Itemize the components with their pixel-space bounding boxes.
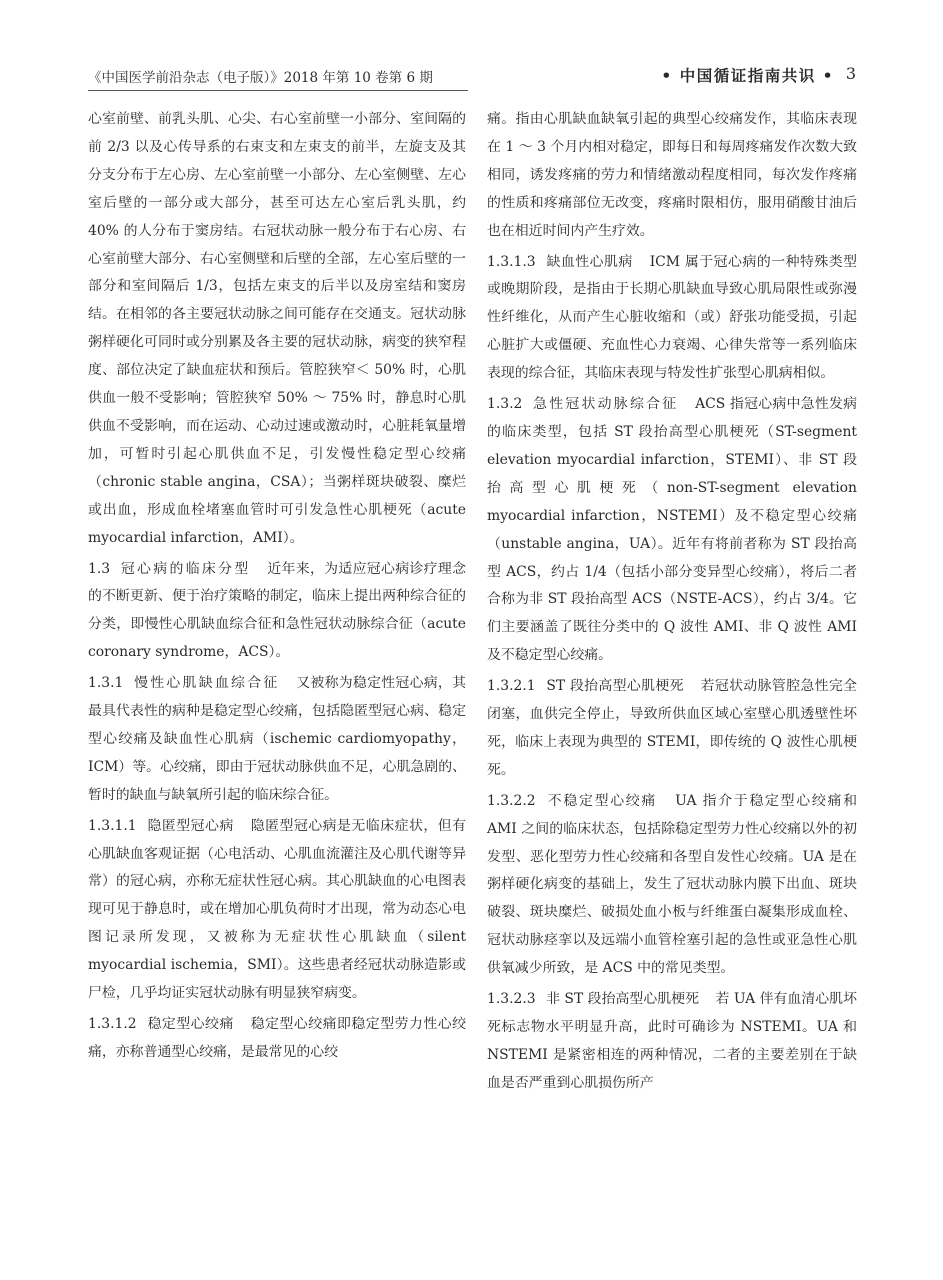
section-1-3-1-2 [88, 1011, 466, 1067]
page-header [88, 62, 856, 92]
section-number: 1.3.2.3 [487, 991, 536, 1008]
page-number: 3 [845, 64, 856, 83]
section-body: ICM 属于冠心病的一种特殊类型或晚期阶段，是指由于长期心肌缺血导致心肌局限性或弥漫性纤维化，从而产生心脏收缩和（或）舒张功能受损，引起心脏扩大或僵硬、充血性心力衰竭、心律失常等一系列临床表现的综合征，其临床表现与特发性扩张型心肌病相似。 [487, 253, 857, 382]
section-number: 1.3.2 [487, 396, 523, 413]
section-body: UA 指介于稳定型心绞痛和 AMI 之间的临床状态，包括除稳定型劳力性心绞痛以外的初发型、恶化型劳力性心绞痛和各型自发性心绞痛。UA 是在粥样硬化病变的基础上，发生了冠状动脉内膜下出血、斑块破裂、斑块糜烂、破损处血小板与纤维蛋白凝集形成血栓、冠状动脉痉挛以及远端小血管栓塞引起的急性或亚急性心肌供氧减少所致，是 ACS 中的常见类型。 [487, 792, 857, 977]
section-heading: 冠心病的临床分型 [120, 560, 251, 577]
section-heading: 缺血性心肌病 [546, 253, 633, 270]
section-1-3-1-3 [487, 249, 857, 389]
section-1-3-2 [487, 391, 857, 670]
section-heading: 稳定型心绞痛 [147, 1016, 234, 1032]
section-body: ACS 指冠心病中急性发病的临床类型，包括 ST 段抬高型心肌梗死（ST-segment elevation myocardial infarction，STEMI）、非 ST 段抬高型心肌梗死（non-ST-segment elevation myocardial infarction，NSTEMI）及不稳定型心绞痛（unstable angina，UA）。近年有将前者称为 ST 段抬高型 ACS，约占 1/4（包括小部分变异型心绞痛），将后二者合称为非 ST 段抬高型 ACS（NSTE-ACS），约占 3/4。它们主要涵盖了既往分类中的 Q 波性 AMI、非 Q 波性 AMI 及不稳定型心绞痛。 [487, 396, 858, 664]
section-heading: 慢性心肌缺血综合征 [134, 675, 280, 692]
section-title: • 中国循证指南共识 • [661, 67, 834, 85]
section-heading: 非 ST 段抬高型心肌梗死 [546, 991, 700, 1008]
section-body: 若 UA 伴有血清心肌坏死标志物水平明显升高，此时可确诊为 NSTEMI。UA 和 NSTEMI 是紧密相连的两种情况，二者的主要差别在于缺血是否严重到心肌损伤所产 [487, 991, 857, 1091]
section-body: 隐匿型冠心病是无临床症状，但有心肌缺血客观证据（心电活动、心肌血流灌注及心肌代谢等异常）的冠心病，亦称无症状性冠心病。其心肌缺血的心电图表现可见于静息时，或在增加心肌负荷时才出现，常为动态心电图记录所发现，又被称为无症状性心肌缺血（silent myocardial ischemia，SMI）。这些患者经冠状动脉造影或尸检，几乎均证实冠状动脉有明显狭窄病变。 [88, 817, 466, 1002]
section-1-3-2-3 [487, 986, 857, 1098]
section-heading: ST 段抬高型心肌梗死 [546, 678, 684, 695]
section-number: 1.3.1.3 [487, 253, 536, 270]
section-1-3-1 [88, 670, 466, 810]
section-1-3-1-1 [88, 813, 466, 1008]
section-body: 近年来，为适应冠心病诊疗理念的不断更新、便于治疗策略的制定，临床上提出两种综合征的分类，即慢性心肌缺血综合征和急性冠状动脉综合征（acute coronary syndrome，ACS）。 [88, 560, 466, 661]
section-heading: 隐匿型冠心病 [147, 817, 234, 834]
section-heading: 不稳定型心绞痛 [547, 792, 658, 809]
journal-citation: 《中国医学前沿杂志（电子版）》2018 年第 10 卷第 6 期 [88, 66, 468, 91]
section-body: 稳定型心绞痛即稳定型劳力性心绞痛，亦称普通型心绞痛，是最常见的心绞 [88, 1016, 466, 1060]
section-heading: 急性冠状动脉综合征 [533, 396, 679, 413]
section-number: 1.3.2.2 [487, 792, 536, 809]
section-number: 1.3.1.1 [88, 817, 137, 834]
section-body: 若冠状动脉管腔急性完全闭塞，血供完全停止，导致所供血区域心室壁心肌透壁性坏死，临床上表现为典型的 STEMI，即传统的 Q 波性心肌梗死。 [487, 678, 857, 778]
paragraph-continued: 痛。指由心肌缺血缺氧引起的典型心绞痛发作，其临床表现在 1 ～ 3 个月内相对稳定，即每日和每周疼痛发作次数大致相同，诱发疼痛的劳力和情绪激动程度相同，每次发作疼痛的性质和疼痛部位无改变，疼痛时限相仿，服用硝酸甘油后也在相近时间内产生疗效。 [487, 111, 857, 239]
section-number: 1.3.1.2 [88, 1016, 137, 1032]
section-1-3-2-1 [487, 673, 857, 785]
section-number: 1.3.1 [88, 675, 124, 692]
section-1-3 [88, 556, 466, 668]
section-body: 又被称为稳定性冠心病，其最具代表性的病种是稳定型心绞痛，包括隐匿型冠心病、稳定型心绞痛及缺血性心肌病（ischemic cardiomyopathy，ICM）等。心绞痛，即由于冠状动脉供血不足，心肌急剧的、暂时的缺血与缺氧所引起的临床综合征。 [88, 675, 466, 803]
right-column [487, 106, 857, 1101]
paragraph-continued: 心室前壁、前乳头肌、心尖、右心室前壁一小部分、室间隔的前 2/3 以及心传导系的右束支和左束支的前半，左旋支及其分支分布于左心房、左心室前壁一小部分、左心室侧壁、左心室后壁的一部分或大部分，甚至可达左心室后乳头肌，约 40% 的人分布于窦房结。右冠状动脉一般分布于右心房、右心室前壁大部分、右心室侧壁和后壁的全部，左心室后壁的一部分和室间隔后 1/3，包括左束支的后半以及房室结和窦房结。在相邻的各主要冠状动脉之间可能存在交通支。冠状动脉粥样硬化可同时或分别累及各主要的冠状动脉，病变的狭窄程度、部位决定了缺血症状和预后。管腔狭窄＜ 50% 时，心肌供血一般不受影响；管腔狭窄 50% ～ 75% 时，静息时心肌供血不受影响，而在运动、心动过速或激动时，心脏耗氧量增加，可暂时引起心肌供血不足，引发慢性稳定型心绞痛（chronic stable angina，CSA）；当粥样斑块破裂、糜烂或出血，形成血栓堵塞血管时可引发急性心肌梗死（acute myocardial infarction，AMI）。 [88, 111, 466, 546]
section-1-3-2-2 [487, 788, 857, 983]
section-number: 1.3 [88, 560, 111, 577]
left-column [88, 106, 466, 1070]
section-number: 1.3.2.1 [487, 678, 536, 695]
